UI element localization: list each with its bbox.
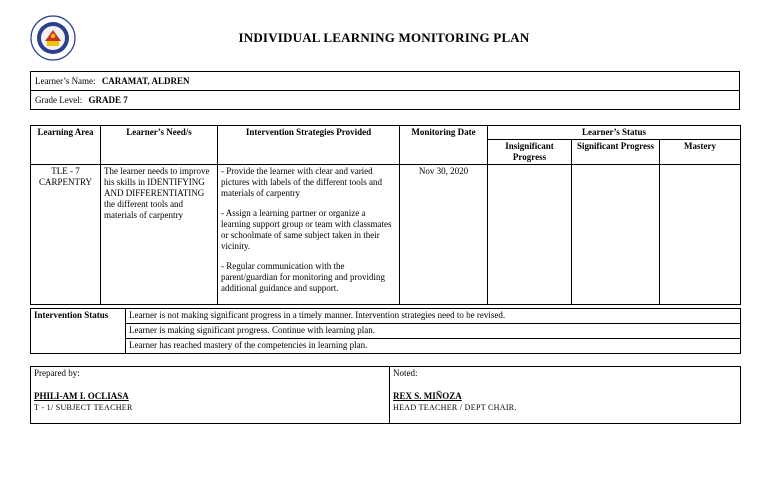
cell-strategies bbox=[218, 165, 400, 305]
col-learner-status: Learner’s Status bbox=[488, 126, 741, 140]
prepared-by-role: T - 1/ SUBJECT TEACHER bbox=[34, 403, 133, 412]
cell-mastery bbox=[660, 165, 741, 305]
strategy-item: - Assign a learning partner or organize a learning support group or team with classmates or schoolmate of same subject taken in their vicinity. bbox=[221, 208, 392, 251]
cell-monitoring-date: Nov 30, 2020 bbox=[400, 165, 488, 305]
col-monitoring-date: Monitoring Date bbox=[400, 126, 488, 165]
col-learning-area: Learning Area bbox=[31, 126, 101, 165]
prepared-by-cell bbox=[31, 367, 390, 424]
col-intervention-strategies: Intervention Strategies Provided bbox=[218, 126, 400, 165]
col-learner-needs: Learner’s Need/s bbox=[101, 126, 218, 165]
col-significant-progress: Significant Progress bbox=[572, 140, 660, 165]
intervention-status-label: Intervention Status bbox=[31, 309, 126, 354]
prepared-by-label: Prepared by: bbox=[34, 368, 80, 378]
signature-table bbox=[30, 366, 741, 424]
strategy-item: - Regular communication with the parent/guardian for monitoring and providing additional guidance and support. bbox=[221, 261, 385, 293]
noted-by-cell bbox=[390, 367, 741, 424]
strategy-item: - Provide the learner with clear and varied pictures with labels of the different tools and materials of carpentry bbox=[221, 166, 383, 198]
page-title: INDIVIDUAL LEARNING MONITORING PLAN bbox=[238, 30, 530, 45]
status-item: Learner has reached mastery of the competencies in learning plan. bbox=[126, 339, 741, 354]
cell-significant-progress bbox=[572, 165, 660, 305]
grade-level-label: Grade Level: bbox=[35, 94, 83, 105]
grade-level-row bbox=[31, 91, 740, 110]
learner-name-label: Learner’s Name: bbox=[35, 75, 96, 86]
learner-name-row bbox=[31, 72, 740, 91]
grade-level-value: GRADE 7 bbox=[88, 94, 128, 105]
monitoring-table bbox=[30, 125, 741, 305]
intervention-status-table bbox=[30, 308, 741, 354]
noted-by-name: REX S. MIÑOZA bbox=[393, 391, 462, 401]
learner-name-value: CARAMAT, ALDREN bbox=[101, 75, 190, 86]
col-insignificant-progress: Insignificant Progress bbox=[488, 140, 572, 165]
noted-by-label: Noted: bbox=[393, 368, 418, 378]
cell-learner-needs: The learner needs to improve his skills in IDENTIFYING AND DIFFERENTIATING the different tools and materials of carpentry bbox=[101, 165, 218, 305]
noted-by-role: HEAD TEACHER / DEPT CHAIR. bbox=[393, 403, 517, 412]
status-item: Learner is making significant progress. Continue with learning plan. bbox=[126, 324, 741, 339]
cell-insignificant-progress bbox=[488, 165, 572, 305]
table-row bbox=[31, 165, 741, 305]
prepared-by-name: PHILI-AM I. OCLIASA bbox=[34, 391, 129, 401]
learner-info-table bbox=[30, 71, 740, 110]
col-mastery: Mastery bbox=[660, 140, 741, 165]
status-item: Learner is not making significant progress in a timely manner. Intervention strategies need to be revised. bbox=[126, 309, 741, 324]
cell-learning-area: TLE - 7 CARPENTRY bbox=[31, 165, 101, 305]
